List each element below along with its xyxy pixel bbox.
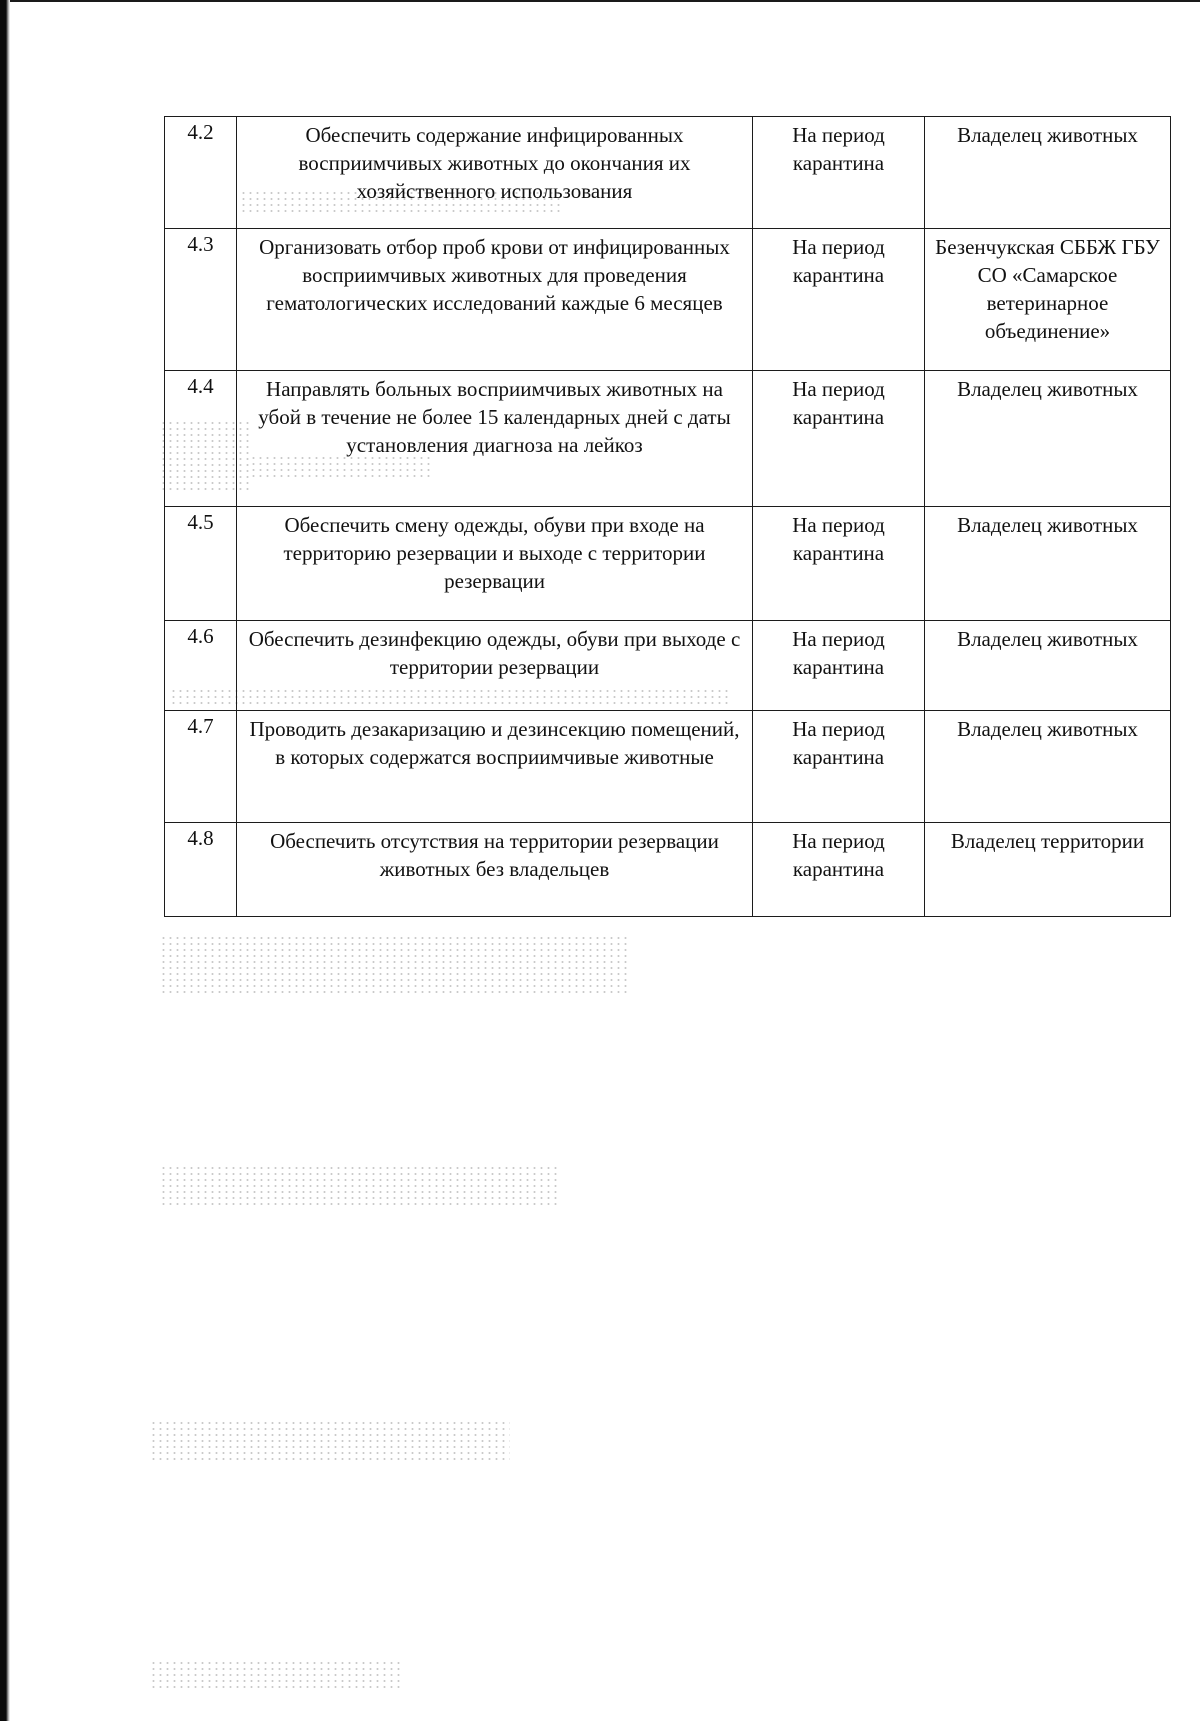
responsible-cell: Владелец животных <box>925 371 1171 507</box>
scan-noise <box>150 1420 510 1460</box>
responsible-cell: Безенчукская СББЖ ГБУ СО «Самарское ветеринарное объединение» <box>925 229 1171 371</box>
measures-table-body <box>165 117 1171 917</box>
row-number: 4.8 <box>165 823 237 917</box>
responsible-cell: Владелец животных <box>925 711 1171 823</box>
row-number: 4.3 <box>165 229 237 371</box>
action-cell: Организовать отбор проб крови от инфицированных восприимчивых животных для проведения гематологических исследований каждые 6 месяцев <box>237 229 753 371</box>
action-cell: Обеспечить отсутствия на территории резервации животных без владельцев <box>237 823 753 917</box>
scan-left-edge <box>0 0 10 1721</box>
row-number: 4.6 <box>165 621 237 711</box>
table-row <box>165 823 1171 917</box>
row-number: 4.7 <box>165 711 237 823</box>
row-number: 4.4 <box>165 371 237 507</box>
period-cell: На период карантина <box>753 371 925 507</box>
table-row <box>165 711 1171 823</box>
table-row <box>165 229 1171 371</box>
measures-table-wrapper <box>164 116 1170 917</box>
table-row <box>165 507 1171 621</box>
action-cell: Обеспечить дезинфекцию одежды, обуви при выходе с территории резервации <box>237 621 753 711</box>
responsible-cell: Владелец животных <box>925 507 1171 621</box>
responsible-cell: Владелец территории <box>925 823 1171 917</box>
scan-noise <box>160 1165 560 1205</box>
row-number: 4.2 <box>165 117 237 229</box>
table-row <box>165 621 1171 711</box>
row-number: 4.5 <box>165 507 237 621</box>
action-cell: Обеспечить содержание инфицированных восприимчивых животных до окончания их хозяйственного использования <box>237 117 753 229</box>
action-cell: Проводить дезакаризацию и дезинсекцию помещений, в которых содержатся восприимчивые животные <box>237 711 753 823</box>
period-cell: На период карантина <box>753 507 925 621</box>
period-cell: На период карантина <box>753 711 925 823</box>
period-cell: На период карантина <box>753 823 925 917</box>
responsible-cell: Владелец животных <box>925 621 1171 711</box>
period-cell: На период карантина <box>753 621 925 711</box>
table-row <box>165 117 1171 229</box>
scan-top-edge <box>0 0 1200 2</box>
responsible-cell: Владелец животных <box>925 117 1171 229</box>
table-row <box>165 371 1171 507</box>
period-cell: На период карантина <box>753 117 925 229</box>
scan-noise <box>150 1660 400 1690</box>
measures-table <box>164 116 1171 917</box>
action-cell: Направлять больных восприимчивых животных на убой в течение не более 15 календарных дней с даты установления диагноза на лейкоз <box>237 371 753 507</box>
scan-noise <box>160 935 630 995</box>
action-cell: Обеспечить смену одежды, обуви при входе на территорию резервации и выходе с территории резервации <box>237 507 753 621</box>
period-cell: На период карантина <box>753 229 925 371</box>
